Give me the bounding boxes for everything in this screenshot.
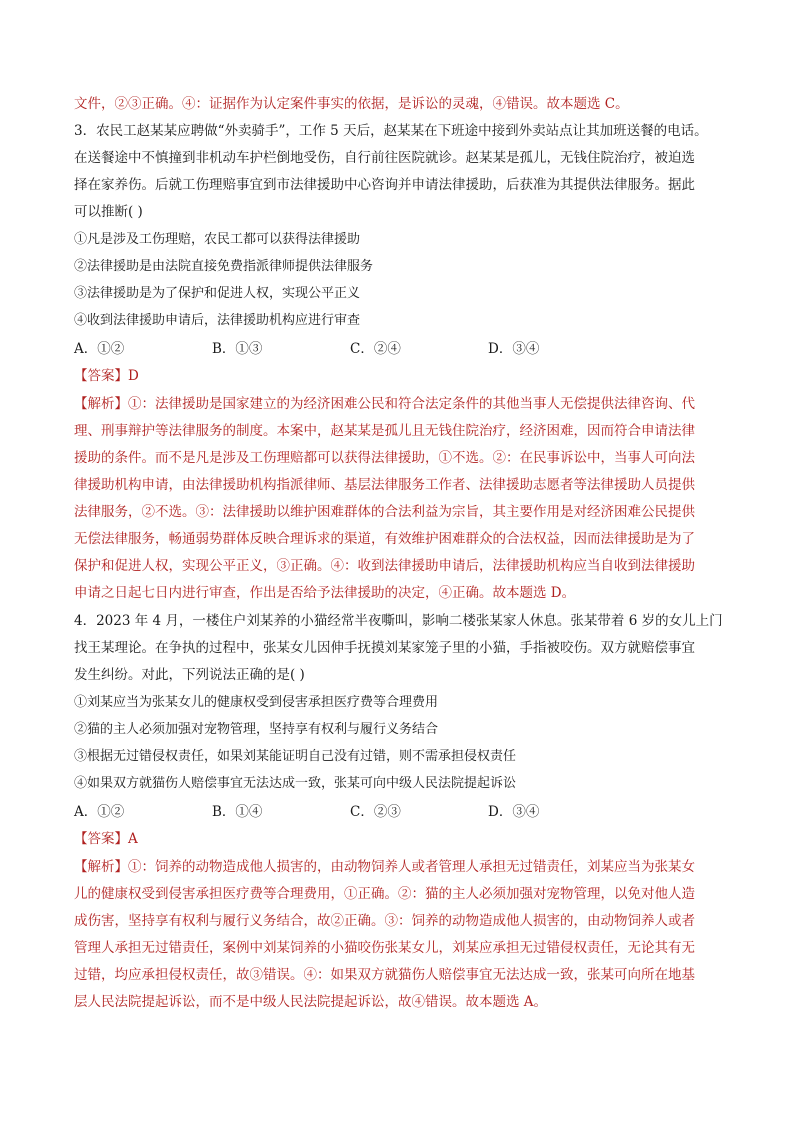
q4-analysis-line-1: 【解析】①：饲养的动物造成他人损害的，由动物饲养人或者管理人承担无过错责任，刘某应当为张某女 — [74, 859, 695, 875]
q3-stem-line-4: 可以推断( ) — [74, 204, 143, 220]
q4-analysis-line-6: 层人民法院提起诉讼，而不是中级人民法院提起诉讼，故④错误。故本题选 A。 — [74, 994, 548, 1010]
q3-option-1: ①凡是涉及工伤理赔，农民工都可以获得法律援助 — [74, 232, 361, 247]
q3-answer: 【答案】D — [74, 368, 139, 384]
q4-stem-line-2: 找王某理论。在争执的过程中，张某女儿因伸手抚摸刘某家笼子里的小猫，手指被咬伤。双方就赔偿事宜 — [74, 640, 695, 656]
q4-option-3: ③根据无过错侵权责任，如果刘某能证明自己没有过错，则不需承担侵权责任 — [74, 749, 517, 764]
q3-analysis-line-6: 无偿法律服务，畅通弱势群体反映合理诉求的渠道，有效维护困难群众的合法权益，因而法律援助是为了 — [74, 531, 695, 547]
q3-analysis-line-2: 理、刑事辩护等法律服务的制度。本案中，赵某某是孤儿且无钱住院治疗，经济困难，因而符合申请法律 — [74, 423, 695, 439]
q4-option-4: ④如果双方就猫伤人赔偿事宜无法达成一致，张某可向中级人民法院提起诉讼 — [74, 776, 517, 791]
q3-stem-line-3: 择在家养伤。后就工伤理赔事宜到市法律援助中心咨询并申请法律援助，后获准为其提供法律服务。据此 — [74, 177, 695, 193]
q3-analysis-line-8: 申请之日起七日内进行审查，作出是否给予法律援助的决定，④正确。故本题选 D。 — [74, 585, 576, 601]
q3-analysis-line-1: 【解析】①：法律援助是国家建立的为经济困难公民和符合法定条件的其他当事人无偿提供法律咨询、代 — [74, 396, 695, 412]
q4-answer: 【答案】A — [74, 831, 138, 847]
q3-option-3: ③法律援助是为了保护和促进人权，实现公平正义 — [74, 286, 361, 301]
q3-analysis-line-4: 律援助机构申请，由法律援助机构指派律师、基层法律服务工作者、法律援助志愿者等法律援助人员提供 — [74, 477, 695, 493]
analysis-continuation: 文件，②③正确。④：证据作为认定案件事实的依据，是诉讼的灵魂，④错误。故本题选 C。 — [74, 96, 629, 112]
q4-choice-d: D．③④ — [488, 804, 540, 820]
q4-analysis-line-3: 成伤害，坚持享有权利与履行义务结合，故②正确。③：饲养的动物造成他人损害的，由动物饲养人或者 — [74, 913, 695, 929]
q3-choices — [74, 339, 714, 359]
q4-option-2: ②猫的主人必须加强对宠物管理，坚持享有权利与履行义务结合 — [74, 722, 439, 737]
q3-choice-a: A．①② — [74, 341, 125, 357]
q3-stem-line-2: 在送餐途中不慎撞到非机动车护栏倒地受伤，自行前往医院就诊。赵某某是孤儿，无钱住院治疗，被迫选 — [74, 150, 695, 166]
q3-choice-c: C．②④ — [350, 341, 401, 357]
q3-stem-line-1: 3．农民工赵某某应聘做“外卖骑手”，工作 5 天后，赵某某在下班途中接到外卖站点让其加班送餐的电话。 — [74, 123, 708, 139]
q4-choice-a: A．①② — [74, 804, 125, 820]
q3-analysis-line-7: 保护和促进人权，实现公平正义，③正确。④：收到法律援助申请后，法律援助机构应当自收到法律援助 — [74, 558, 695, 574]
q4-choices — [74, 802, 714, 822]
q4-stem-line-3: 发生纠纷。对此，下列说法正确的是( ) — [74, 667, 305, 683]
q4-analysis-line-4: 管理人承担无过错责任，案例中刘某饲养的小猫咬伤张某女儿，刘某应承担无过错侵权责任，无论其有无 — [74, 940, 695, 956]
q3-choice-b: B．①③ — [212, 341, 263, 357]
q3-analysis-line-3: 援助的条件。而不是凡是涉及工伤理赔都可以获得法律援助，①不选。②：在民事诉讼中，当事人可向法 — [74, 450, 695, 466]
q3-option-4: ④收到法律援助申请后，法律援助机构应进行审查 — [74, 313, 361, 328]
q3-analysis-line-5: 法律服务，②不选。③：法律援助以维护困难群体的合法利益为宗旨，其主要作用是对经济困难公民提供 — [74, 504, 695, 520]
q4-stem-line-1: 4．2023 年 4 月，一楼住户刘某养的小猫经常半夜嘶叫，影响二楼张某家人休息。张某带着 6 岁的女儿上门 — [74, 613, 723, 629]
q4-analysis-line-5: 过错，均应承担侵权责任，故③错误。④：如果双方就猫伤人赔偿事宜无法达成一致，张某可向所在地基 — [74, 967, 695, 983]
q4-choice-b: B．①④ — [212, 804, 263, 820]
q4-choice-c: C．②③ — [350, 804, 401, 820]
q3-choice-d: D．③④ — [488, 341, 540, 357]
q4-analysis-line-2: 儿的健康权受到侵害承担医疗费等合理费用，①正确。②：猫的主人必须加强对宠物管理，以免对他人造 — [74, 886, 695, 902]
q3-option-2: ②法律援助是由法院直接免费指派律师提供法律服务 — [74, 259, 374, 274]
q4-option-1: ①刘某应当为张某女儿的健康权受到侵害承担医疗费等合理费用 — [74, 695, 439, 710]
